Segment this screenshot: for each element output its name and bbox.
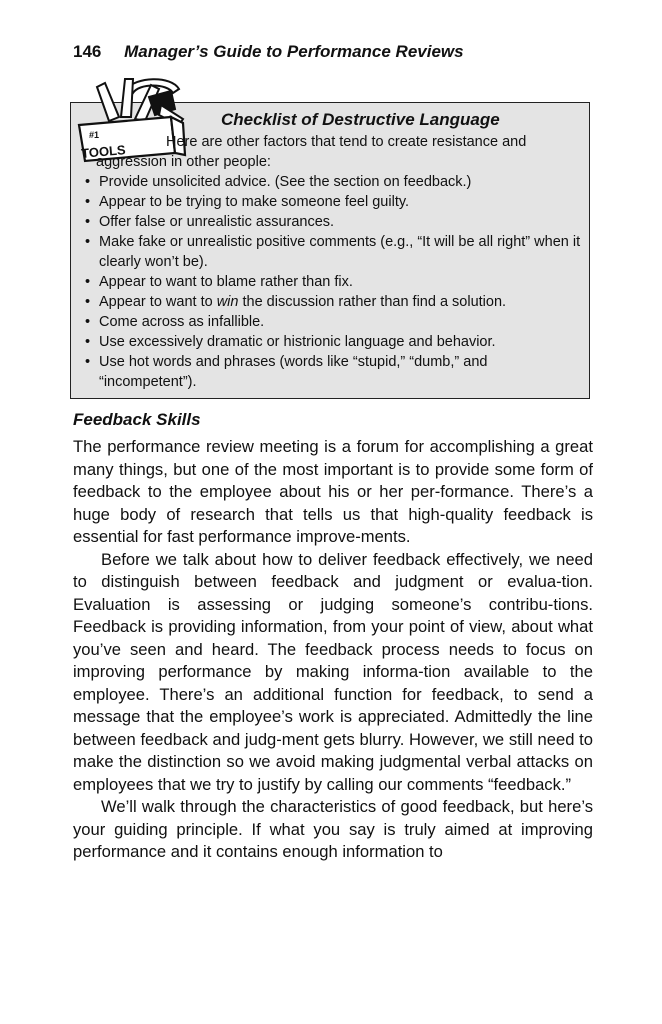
checklist-item: • Offer false or unrealistic assurances. [85, 214, 335, 230]
checklist-item: • Come across as infallible. [85, 314, 265, 330]
checklist-item: • Provide unsolicited advice. (See the section on feedback.) [85, 174, 472, 190]
checklist-item: • Appear to want to win the discussion rather than find a solution. [85, 294, 507, 310]
checklist-item: • Use excessively dramatic or histrionic language and behavior. [85, 334, 496, 350]
bullet-icon: • [85, 274, 91, 290]
bullet-icon: • [85, 174, 91, 190]
emphasis-win: win [216, 294, 239, 310]
checklist-item: • Appear to want to blame rather than fix. [85, 274, 353, 290]
book-title: Manager’s Guide to Performance Reviews [124, 42, 464, 61]
checklist-item: • Appear to be trying to make someone feel guilty. [85, 194, 410, 210]
toolbox-label: TOOLS [80, 142, 127, 161]
checklist-item: • Use hot words and phrases (words like “stupid,” “dumb,” and “incompetent”). [85, 354, 488, 390]
checklist-intro: Here are other factors that tend to create resistance and aggression in other people: [96, 134, 527, 170]
checklist-items [85, 172, 585, 392]
running-head [73, 42, 464, 62]
paragraph: Before we talk about how to deliver feedback effectively, we need to distinguish between feedback and judgment or evalua-tion. Evaluation is assessing or judging someone’s contribu-tions. Feedback is providing information, from your point of view, about what you’ve seen and heard. The feedback process needs to focus on improving performance by making informa-tion available to the employee. There’s an additional function for feedback, to send a message that the employee’s work is appreciated. Admittedly the line between feedback and judg-ment gets blurry. However, we still need to make the distinction so we avoid making judgmental verbal attacks on employees that we try to justify by calling our comments “feedback.” [73, 549, 593, 794]
page-number: 146 [73, 42, 102, 61]
checklist-box [70, 102, 590, 399]
bullet-icon: • [85, 334, 91, 350]
bullet-icon: • [85, 314, 91, 330]
checklist-item: • Make fake or unrealistic positive comments (e.g., “It will be all right” when it clearly won’t be). [85, 234, 581, 270]
paragraph: The performance review meeting is a forum for accomplishing a great many things, but one of the most important is to provide some form of feedback to the employee about his or her per-formance. There’s a huge body of research that tells us that high-quality feedback is essential for fast performance improve-ments. [73, 437, 593, 546]
bullet-icon: • [85, 194, 91, 210]
bullet-icon: • [85, 234, 91, 250]
body-text [73, 436, 593, 864]
svg-text:#1: #1 [89, 130, 100, 140]
bullet-icon: • [85, 354, 91, 370]
section-heading: Feedback Skills [73, 410, 201, 429]
bullet-icon: • [85, 214, 91, 230]
checklist-title: Checklist of Destructive Language [221, 110, 500, 129]
bullet-icon: • [85, 294, 91, 310]
paragraph: We’ll walk through the characteristics of good feedback, but here’s your guiding principle. If what you say is truly aimed at improving performance and it contains enough information to [73, 797, 593, 861]
